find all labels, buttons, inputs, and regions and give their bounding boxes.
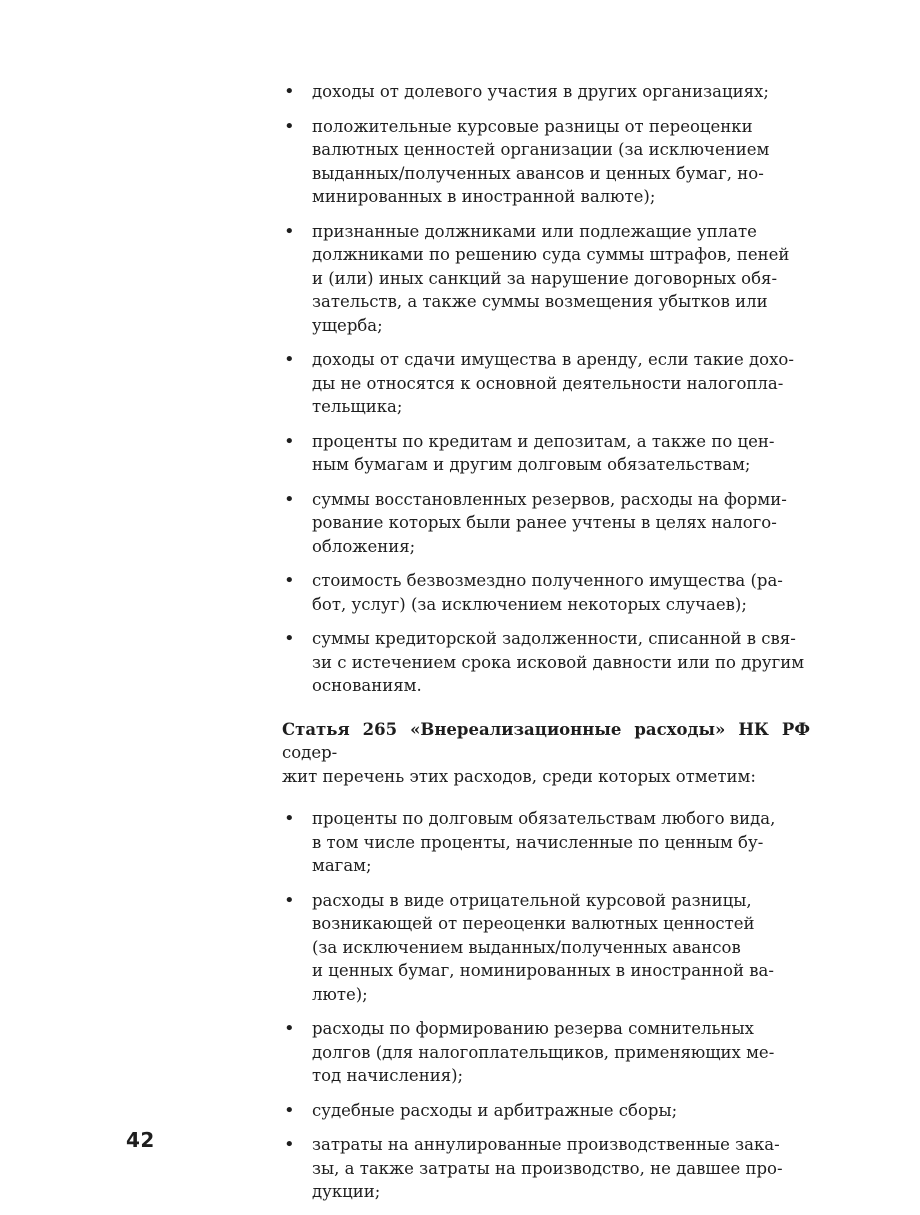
list-item: [282, 430, 810, 477]
income-list: [282, 80, 810, 698]
list-item: [282, 1017, 810, 1088]
list-item-text: • доходы от долевого участия в других организациях;: [312, 82, 769, 101]
list-item: [282, 627, 810, 698]
list-item: [282, 1133, 810, 1204]
list-item-text: • суммы восстановленных резервов, расходы на форми- рование которых были ранее учтены в целях налого- обложения;: [312, 489, 787, 556]
list-item-text: • доходы от сдачи имущества в аренду, если такие дохо- ды не относятся к основной деятельности налогопла- тельщика;: [312, 350, 794, 416]
list-item: [282, 115, 810, 209]
article-265-paragraph: [282, 718, 810, 789]
list-item-text: • затраты на аннулированные производственные зака- зы, а также затраты на производство, не давшее про- дукции;: [312, 1135, 783, 1201]
list-item-text: • судебные расходы и арбитражные сборы;: [312, 1100, 678, 1120]
list-item-text: • признанные должниками или подлежащие уплате должниками по решению суда суммы штрафов, пеней и (или) иных санкций за нарушение договорных обя- зательств, а также суммы возмещения убытков или ущерба;: [312, 221, 790, 335]
list-item-text: • положительные курсовые разницы от переоценки валютных ценностей организации (за исключением выданных/полученных авансов и ценных бумаг, но- минированных в иностранной валюте);: [312, 116, 770, 206]
page-number: 42: [126, 1128, 155, 1152]
list-item: [282, 1099, 810, 1123]
list-item-text: • расходы в виде отрицательной курсовой разницы, возникающей от переоценки валютных ценностей (за исключением выданных/полученных авансов и ценных бумаг, номинированных в иностранной ва- люте);: [312, 890, 774, 1004]
expense-list: [282, 807, 810, 1204]
list-item: [282, 488, 810, 559]
list-item: [282, 80, 810, 104]
page-content: [282, 80, 810, 1215]
list-item: [282, 889, 810, 1007]
list-item-text: • расходы по формированию резерва сомнительных долгов (для налогоплательщиков, применяющих ме- тод начисления);: [312, 1019, 775, 1085]
list-item: [282, 348, 810, 419]
list-item: [282, 807, 810, 878]
article-title: Статья 265 «Внереализационные расходы» НК РФ: [282, 719, 810, 739]
list-item-text: • проценты по кредитам и депозитам, а также по цен- ным бумагам и другим долговым обязательствам;: [312, 431, 775, 474]
list-item: [282, 220, 810, 338]
list-item: [282, 569, 810, 616]
paragraph-text: содер- жит перечень этих расходов, среди которых отметим:: [282, 743, 756, 786]
list-item-text: • проценты по долговым обязательствам любого вида, в том числе проценты, начисленные по ценным бу- магам;: [312, 809, 776, 875]
list-item-text: • стоимость безвозмездно полученного имущества (ра- бот, услуг) (за исключением некоторых случаев);: [312, 571, 783, 614]
list-item-text: • суммы кредиторской задолженности, списанной в свя- зи с истечением срока исковой давности или по другим основаниям.: [312, 629, 805, 695]
